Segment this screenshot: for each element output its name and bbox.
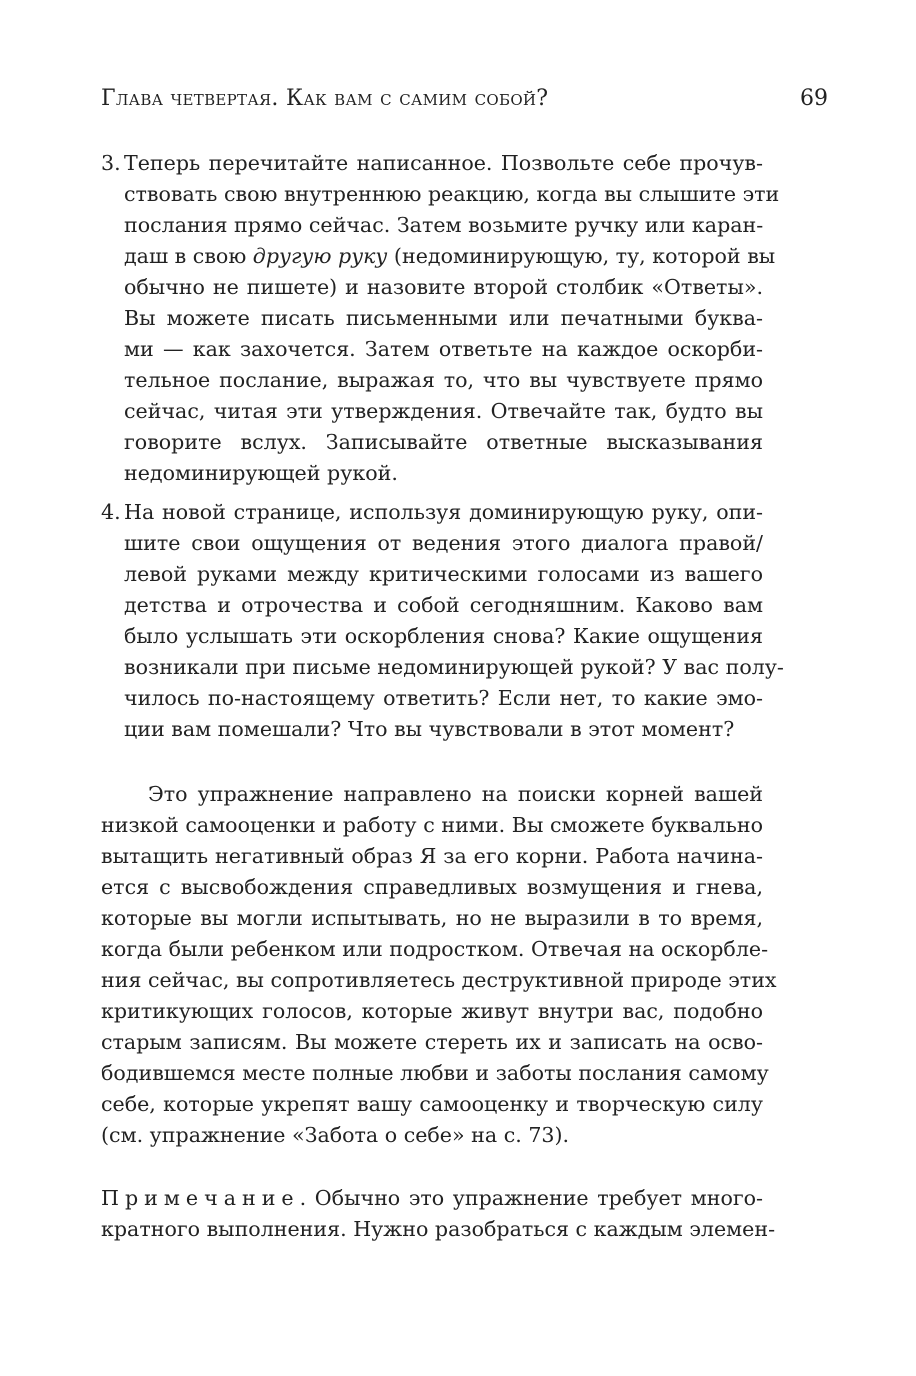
page-number: 69 — [800, 86, 828, 111]
text-line: кратного выполнения. Нужно разобраться с каждым элемен- — [101, 1217, 776, 1241]
text-line: вытащить негативный образ Я за его корни. Работа начина- — [101, 844, 763, 868]
text-line: старым записям. Вы можете стереть их и записать на осво- — [101, 1030, 763, 1054]
note-paragraph — [101, 1183, 776, 1245]
text-line: детства и отрочества и собой сегодняшним. Каково вам — [124, 593, 763, 617]
text-line: ми — как захочется. Затем ответьте на каждое оскорби- — [124, 337, 763, 361]
text-line: говорите вслух. Записывайте ответные высказывания — [124, 430, 763, 454]
text-line: низкой самооценки и работу с ними. Вы сможете буквально — [101, 813, 763, 837]
text-line: На новой странице, используя доминирующую руку, опи- — [124, 500, 763, 524]
text-line: Это упражнение направлено на поиски корней вашей — [148, 782, 763, 806]
running-header — [101, 86, 828, 116]
text-line: Вы можете писать письменными или печатными буква- — [124, 306, 763, 330]
text-line: ции вам помешали? Что вы чувствовали в этот момент? — [124, 717, 735, 741]
text-line: которые вы могли испытывать, но не выразили в то время, — [101, 906, 763, 930]
list-number: 3. — [101, 151, 121, 175]
italic-phrase: другую руку — [252, 244, 388, 268]
text-run: (недоминирующую, ту, которой вы — [387, 244, 776, 268]
text-run: . Обычно это упражнение требует много- — [299, 1186, 763, 1210]
text-line: (см. упражнение «Забота о себе» на с. 73). — [101, 1123, 570, 1147]
text-line: сейчас, читая эти утверждения. Отвечайте так, будто вы — [124, 399, 763, 423]
list-number: 4. — [101, 500, 121, 524]
text-line: обычно не пишете) и назовите второй столбик «Ответы». — [124, 275, 763, 299]
text-line: тельное послание, выражая то, что вы чувствуете прямо — [124, 368, 763, 392]
text-line: чилось по-настоящему ответить? Если нет, то какие эмо- — [124, 686, 763, 710]
note-label: Примечание — [101, 1186, 300, 1210]
text-line: себе, которые укрепят вашу самооценку и творческую силу — [101, 1092, 763, 1116]
text-line: шите свои ощущения от ведения этого диалога правой/ — [124, 531, 763, 555]
text-line: послания прямо сейчас. Затем возьмите ручку или каран- — [124, 213, 764, 237]
text-run: даш в свою — [124, 244, 253, 268]
list-item-3 — [101, 148, 780, 489]
text-line: Теперь перечитайте написанное. Позвольте себе прочув- — [124, 151, 763, 175]
body-paragraph — [101, 779, 777, 1151]
text-line — [101, 241, 776, 272]
text-line: левой руками между критическими голосами из вашего — [124, 562, 763, 586]
text-line: бодившемся месте полные любви и заботы послания самому — [101, 1061, 769, 1085]
text-line — [101, 1183, 763, 1214]
text-line: критикующих голосов, которые живут внутри вас, подобно — [101, 999, 763, 1023]
text-line: когда были ребенком или подростком. Отвечая на оскорбле- — [101, 937, 769, 961]
text-line: было услышать эти оскорбления снова? Какие ощущения — [124, 624, 763, 648]
text-line: ствовать свою внутреннюю реакцию, когда вы слышите эти — [124, 182, 780, 206]
text-line: недоминирующей рукой. — [124, 461, 398, 485]
text-line: возникали при письме недоминирующей рукой? У вас полу- — [124, 655, 784, 679]
chapter-title: Глава четвертая. Как вам с самим собой? — [101, 86, 549, 111]
text-line: ния сейчас, вы сопротивляетесь деструктивной природе этих — [101, 968, 777, 992]
text-line: ется с высвобождения справедливых возмущения и гнева, — [101, 875, 763, 899]
list-item-4 — [101, 497, 784, 745]
